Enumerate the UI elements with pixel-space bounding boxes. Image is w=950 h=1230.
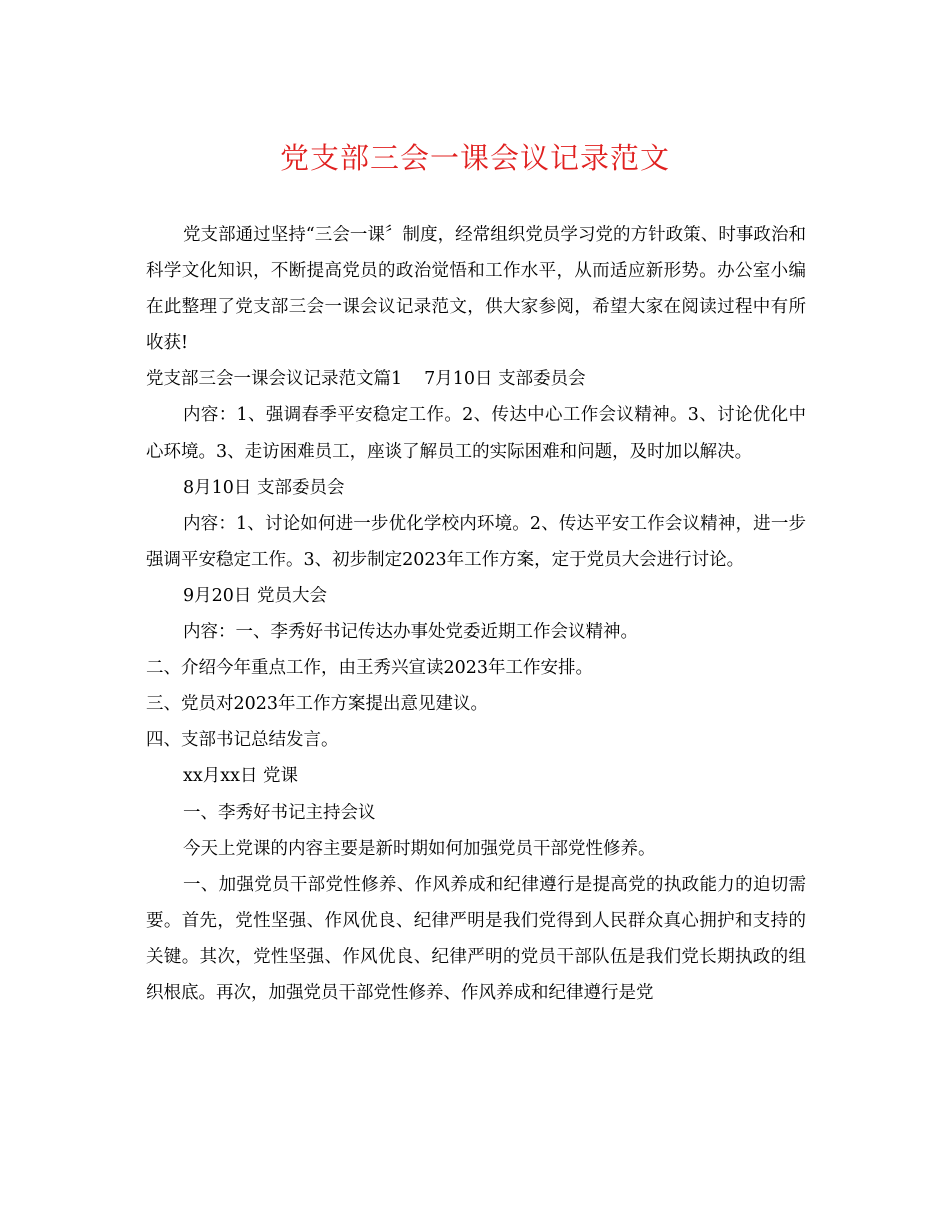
- september-item-4: 四、支部书记总结发言。: [146, 730, 339, 751]
- september-item-3: 三、党员对2023年工作方案提出意见建议。: [146, 694, 489, 715]
- meeting-heading-august: 8月10日 支部委员会: [183, 477, 345, 498]
- meeting-heading-party-lesson: xx月xx日 党课: [183, 766, 299, 787]
- september-content-paragraph: 内容：一、李秀好书记传达办事处党委近期工作会议精神。: [183, 622, 638, 643]
- document-title: 党支部三会一课会议记录范文: [279, 141, 670, 175]
- august-content-paragraph: 内容：1、讨论如何进一步优化学校内环境。2、传达平安工作会议精神，进一步强调平安稳定工作。3、初步制定2023年工作方案，定于党员大会进行讨论。: [146, 513, 806, 570]
- party-lesson-intro: 今天上党课的内容主要是新时期如何加强党员干部党性修养。: [183, 838, 656, 859]
- document-body: [146, 217, 806, 1011]
- party-lesson-body-paragraph: 一、加强党员干部党性修养、作风养成和纪律遵行是提高党的执政能力的迫切需要。首先，党性坚强、作风优良、纪律严明是我们党得到人民群众真心拥护和支持的关键。其次，党性坚强、作风优良、纪律严明的党员干部队伍是我们党长期执政的组织根底。再次，加强党员干部党性修养、作风养成和纪律遵行是党: [146, 874, 806, 1003]
- meeting-heading-september: 9月20日 党员大会: [183, 585, 327, 606]
- intro-paragraph: 党支部通过坚持“三会一课〞制度，经常组织党员学习党的方针政策、时事政治和科学文化知识，不断提高党员的政治觉悟和工作水平，从而适应新形势。办公室小编在此整理了党支部三会一课会议记录范文，供大家参阅，希望大家在阅读过程中有所收获!: [146, 225, 806, 354]
- section-heading-line: [146, 361, 806, 397]
- meeting-heading-july: 7月10日 支部委员会: [424, 369, 586, 390]
- party-lesson-item-1: 一、李秀好书记主持会议: [183, 802, 376, 823]
- july-content-paragraph: 内容：1、强调春季平安稳定工作。2、传达中心工作会议精神。3、讨论优化中心环境。3、走访困难员工，座谈了解员工的实际困难和问题，及时加以解决。: [146, 405, 806, 462]
- september-item-2: 二、介绍今年重点工作，由王秀兴宣读2023年工作安排。: [146, 658, 594, 679]
- section-heading: 党支部三会一课会议记录范文篇1: [146, 369, 403, 390]
